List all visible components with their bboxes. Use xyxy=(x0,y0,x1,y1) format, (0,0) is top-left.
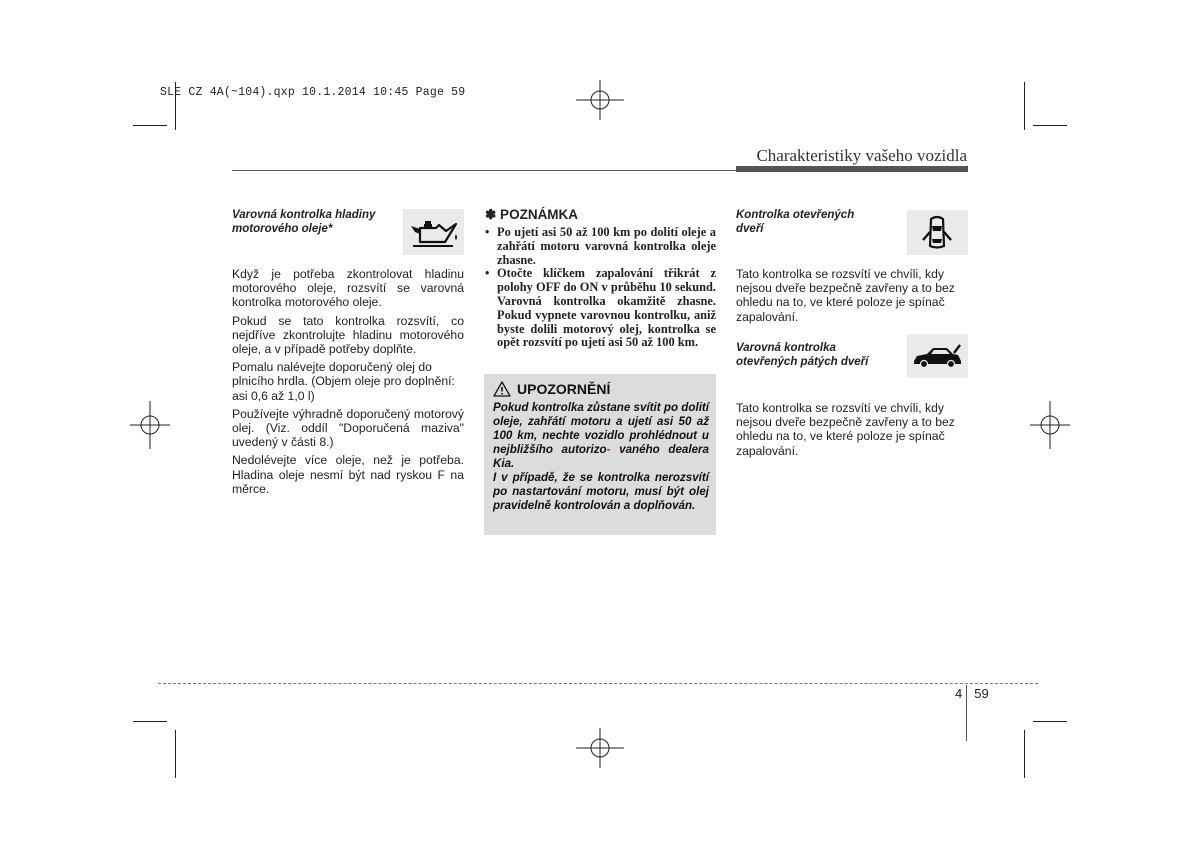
door-warning-heading xyxy=(736,208,901,236)
crop-mark xyxy=(1033,125,1067,126)
warning-title: UPOZORNĚNÍ xyxy=(517,381,611,397)
page-header-title: Charakteristiky vašeho vozidla xyxy=(756,146,967,165)
crop-mark xyxy=(1024,82,1025,130)
note-title: ✽ POZNÁMKA xyxy=(485,207,579,222)
registration-mark-icon xyxy=(576,80,624,120)
paragraph: Pokud se tato kontrolka rozsvítí, co nejdříve zkontrolujte hladinu motorového oleje, a v případě potřeby doplňte. xyxy=(232,313,464,357)
heading-line: otevřených pátých dveří xyxy=(736,356,869,368)
print-slug: SLE CZ 4A(~104).qxp 10.1.2014 10:45 Page 59 xyxy=(160,86,466,99)
paragraph: Pomalu nalévejte doporučený olej do plnicího hrdla. (Objem oleje pro doplnění: asi 0,6 až 1,0 l) xyxy=(232,360,455,403)
heading-line: motorového oleje* xyxy=(232,223,333,235)
crop-mark xyxy=(175,730,176,778)
page-number-value: 59 xyxy=(974,686,989,701)
oil-can-icon xyxy=(403,209,464,255)
heading-line: Varovná kontrolka hladiny xyxy=(232,209,376,221)
heading-line: Kontrolka otevřených xyxy=(736,209,855,221)
car-door-open-icon xyxy=(907,210,968,255)
footer-rule xyxy=(158,683,1038,684)
note-item: • Otočte klíčkem zapalování třikrát z polohy OFF do ON v průběhu 10 sekund. Varovná kontrolka okamžitě zhasne. Pokud vypnete varovnou kontrolku, aniž byste dolili motorový olej, kontrolka se opět rozsvítí po ujetí asi 50 až 100 km. xyxy=(484,267,716,350)
heading-line: Varovná kontrolka xyxy=(736,342,836,354)
trunk-icon-box xyxy=(907,334,968,378)
warning-text-segment: Pokud kontrolka zůstane svítit po dolití oleje, zahřátí motoru a ujetí asi 50 až 100 km, nechte vozidlo prohlédnout u nejbližšího autorizo xyxy=(493,401,709,456)
registration-mark-icon xyxy=(576,728,624,768)
footer-divider xyxy=(966,685,967,741)
crop-mark xyxy=(133,721,167,722)
warning-paragraph: I v případě, že se kontrolka nerozsvítí po nastartování motoru, musí být olej pravidelně kontrolován a doplňován. xyxy=(493,471,709,512)
warning-hyphen: - xyxy=(606,443,611,456)
crop-mark xyxy=(1024,730,1025,778)
oil-warning-body xyxy=(232,267,464,500)
note-item: • Po ujetí asi 50 až 100 km po dolití oleje a zahřátí motoru varovná kontrolka oleje zhasne. xyxy=(484,226,716,267)
paragraph: Používejte výhradně doporučený motorový olej. (Viz. oddíl "Doporučená maziva" uvedený v části 8.) xyxy=(232,406,464,450)
trunk-warning-body: Tato kontrolka se rozsvítí ve chvíli, kdy nejsou dveře bezpečně zavřeny a to bez ohledu na to, ve které poloze je spínač zapalování. xyxy=(736,401,955,458)
warning-box xyxy=(484,374,716,535)
heading-line: dveří xyxy=(736,223,764,235)
crop-mark xyxy=(133,125,167,126)
oil-warning-heading xyxy=(232,208,407,236)
trunk-open-icon xyxy=(907,334,968,378)
note-list xyxy=(484,226,716,350)
warning-text-segment: vaného dealera Kia. xyxy=(493,443,709,470)
crop-mark xyxy=(1033,721,1067,722)
oil-icon-box xyxy=(403,209,464,255)
header-bar xyxy=(736,166,968,172)
warning-text xyxy=(493,401,709,513)
warning-header xyxy=(493,381,610,397)
paragraph: Nedolévejte více oleje, než je potřeba. Hladina oleje nesmí být nad ryskou F na měrce. xyxy=(232,453,464,496)
paragraph: Když je potřeba zkontrolovat hladinu motorového oleje, rozsvítí se varovná kontrolka motorového oleje. xyxy=(232,267,464,310)
registration-mark-icon xyxy=(130,401,170,449)
door-warning-body: Tato kontrolka se rozsvítí ve chvíli, kdy nejsou dveře bezpečně zavřeny a to bez ohledu na to, ve které poloze je spínač zapalování. xyxy=(736,267,955,324)
warning-paragraph xyxy=(493,401,709,471)
chapter-number: 4 xyxy=(955,686,963,701)
warning-triangle-icon xyxy=(493,381,511,397)
registration-mark-icon xyxy=(1030,401,1070,449)
door-icon-box xyxy=(907,210,968,255)
trunk-warning-heading xyxy=(736,341,906,369)
page-number xyxy=(955,686,989,701)
